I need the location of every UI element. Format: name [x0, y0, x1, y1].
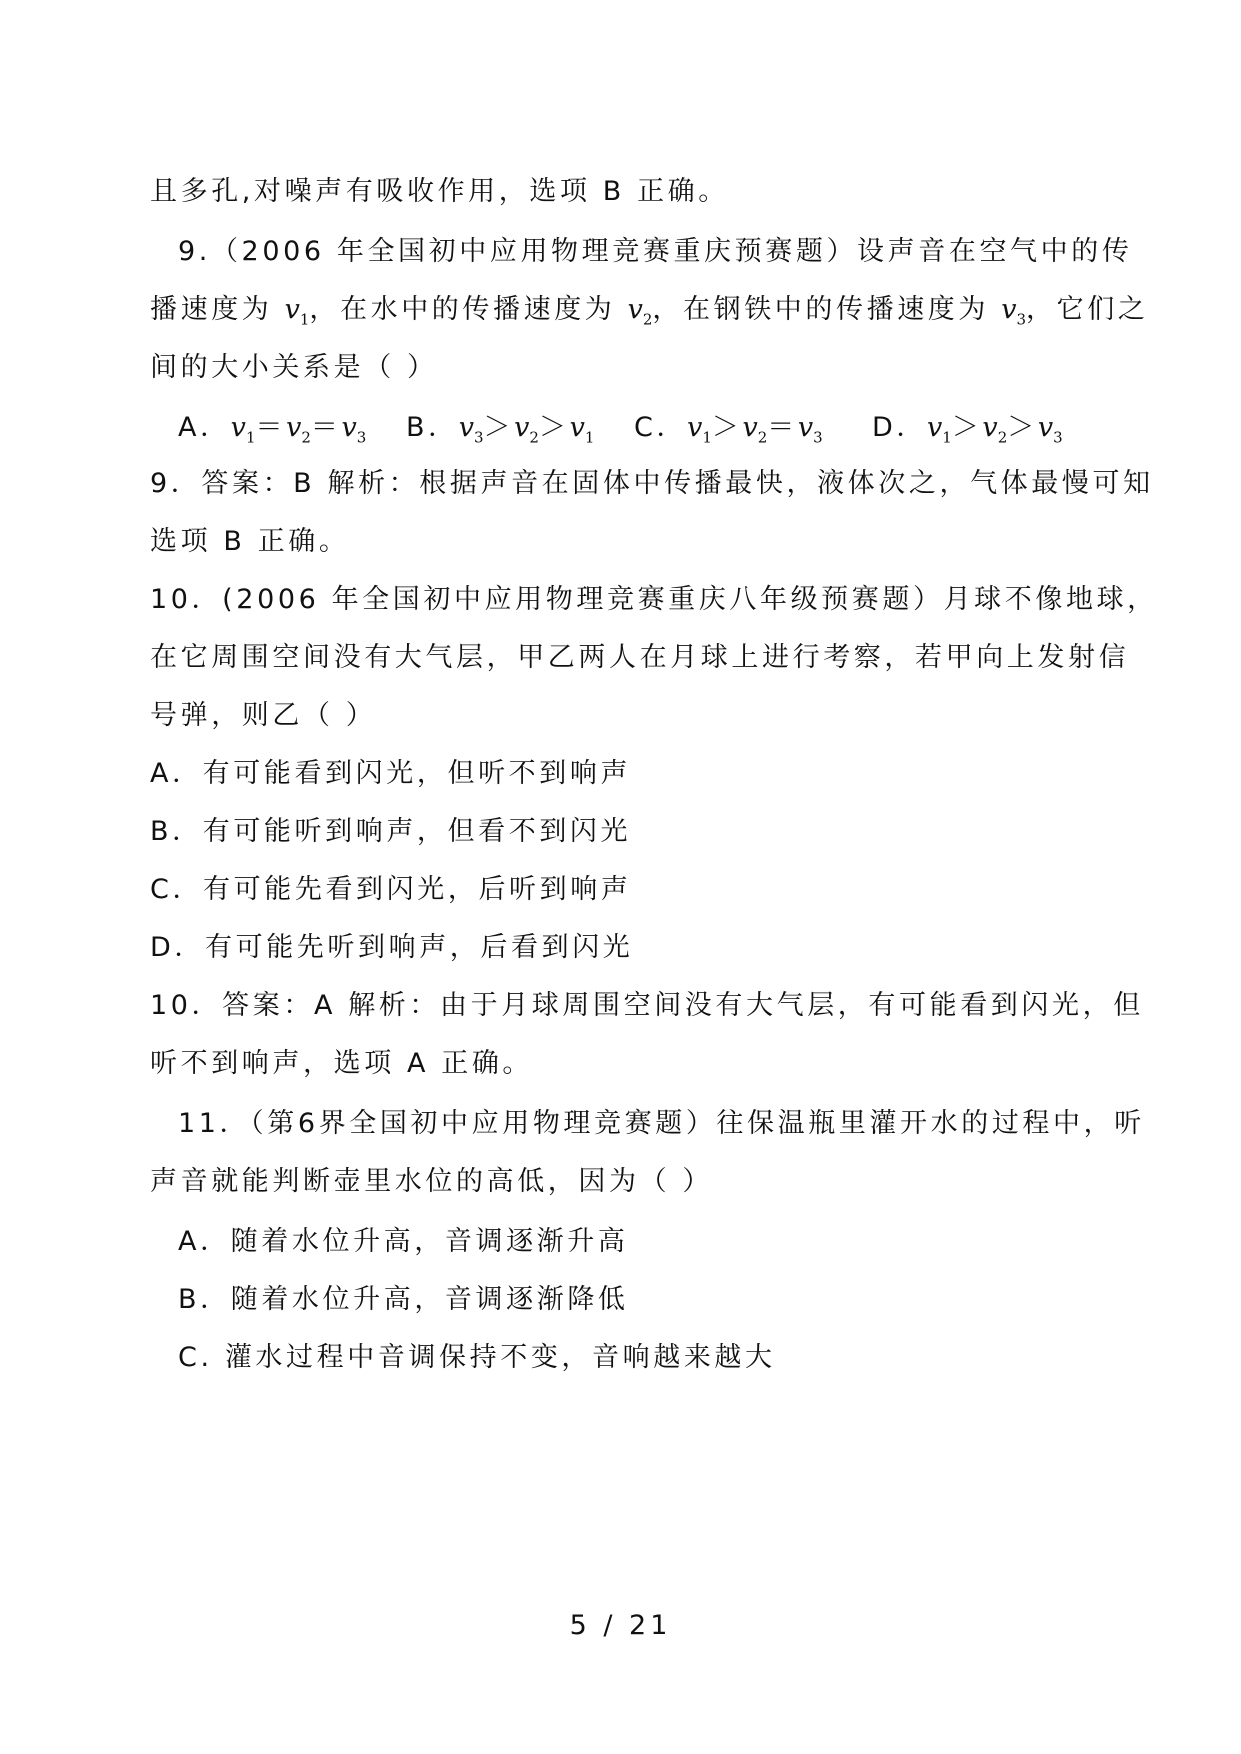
- answer-9-line2: 选项 B 正确。: [150, 526, 350, 557]
- option-c: C．$v_1>v_2=v_3$: [634, 412, 823, 447]
- answer-9: 9．答案：B 解析：根据声音在固体中传播最快，液体次之，气体最慢可知: [150, 468, 1154, 499]
- question-10-option-b: B．有可能听到响声，但看不到闪光: [150, 816, 632, 847]
- question-10-option-c: C．有可能先看到闪光，后听到响声: [150, 874, 632, 905]
- question-10-stem: 10．(2006 年全国初中应用物理竞赛重庆八年级预赛题）月球不像地球，: [150, 584, 1158, 615]
- answer-10: 10．答案：A 解析：由于月球周围空间没有大气层，有可能看到闪光，但: [150, 990, 1144, 1021]
- option-a: A．$v_1=v_2=v_3$: [178, 412, 367, 447]
- question-9-stem-line3: 间的大小关系是（ ）: [150, 352, 438, 383]
- option-b: B．$v_3>v_2>v_1$: [406, 412, 595, 447]
- question-9-stem: 9.（2006 年全国初中应用物理竞赛重庆预赛题）设声音在空气中的传: [178, 236, 1133, 267]
- option-d: D．$v_1>v_2>v_3$: [872, 412, 1063, 447]
- question-9-options: [178, 408, 1063, 457]
- question-11-option-b: B．随着水位升高，音调逐渐降低: [178, 1284, 629, 1315]
- question-11-stem: 11．（第6界全国初中应用物理竞赛题）往保温瓶里灌开水的过程中，听: [178, 1108, 1145, 1139]
- question-10-stem-line3: 号弹，则乙（ ）: [150, 700, 377, 731]
- question-10-option-d: D．有可能先听到响声，后看到闪光: [150, 932, 634, 963]
- question-10-option-a: A．有可能看到闪光，但听不到响声: [150, 758, 632, 789]
- text-line: 且多孔,对噪声有吸收作用，选项 B 正确。: [150, 176, 729, 207]
- answer-10-line2: 听不到响声，选项 A 正确。: [150, 1048, 534, 1079]
- page-number: 5 / 21: [569, 1610, 672, 1641]
- question-11-option-c: C. 灌水过程中音调保持不变，音响越来越大: [178, 1342, 776, 1373]
- question-11-option-a: A．随着水位升高，音调逐渐升高: [178, 1226, 629, 1257]
- question-10-stem-line2: 在它周围空间没有大气层，甲乙两人在月球上进行考察，若甲向上发射信: [150, 642, 1130, 673]
- question-11-stem-line2: 声音就能判断壶里水位的高低，因为（ ）: [150, 1166, 713, 1197]
- question-9-stem-line2: 播速度为 $v_1$，在水中的传播速度为 $v_2$，在钢铁中的传播速度为 $v_3$，它们之: [150, 294, 1149, 329]
